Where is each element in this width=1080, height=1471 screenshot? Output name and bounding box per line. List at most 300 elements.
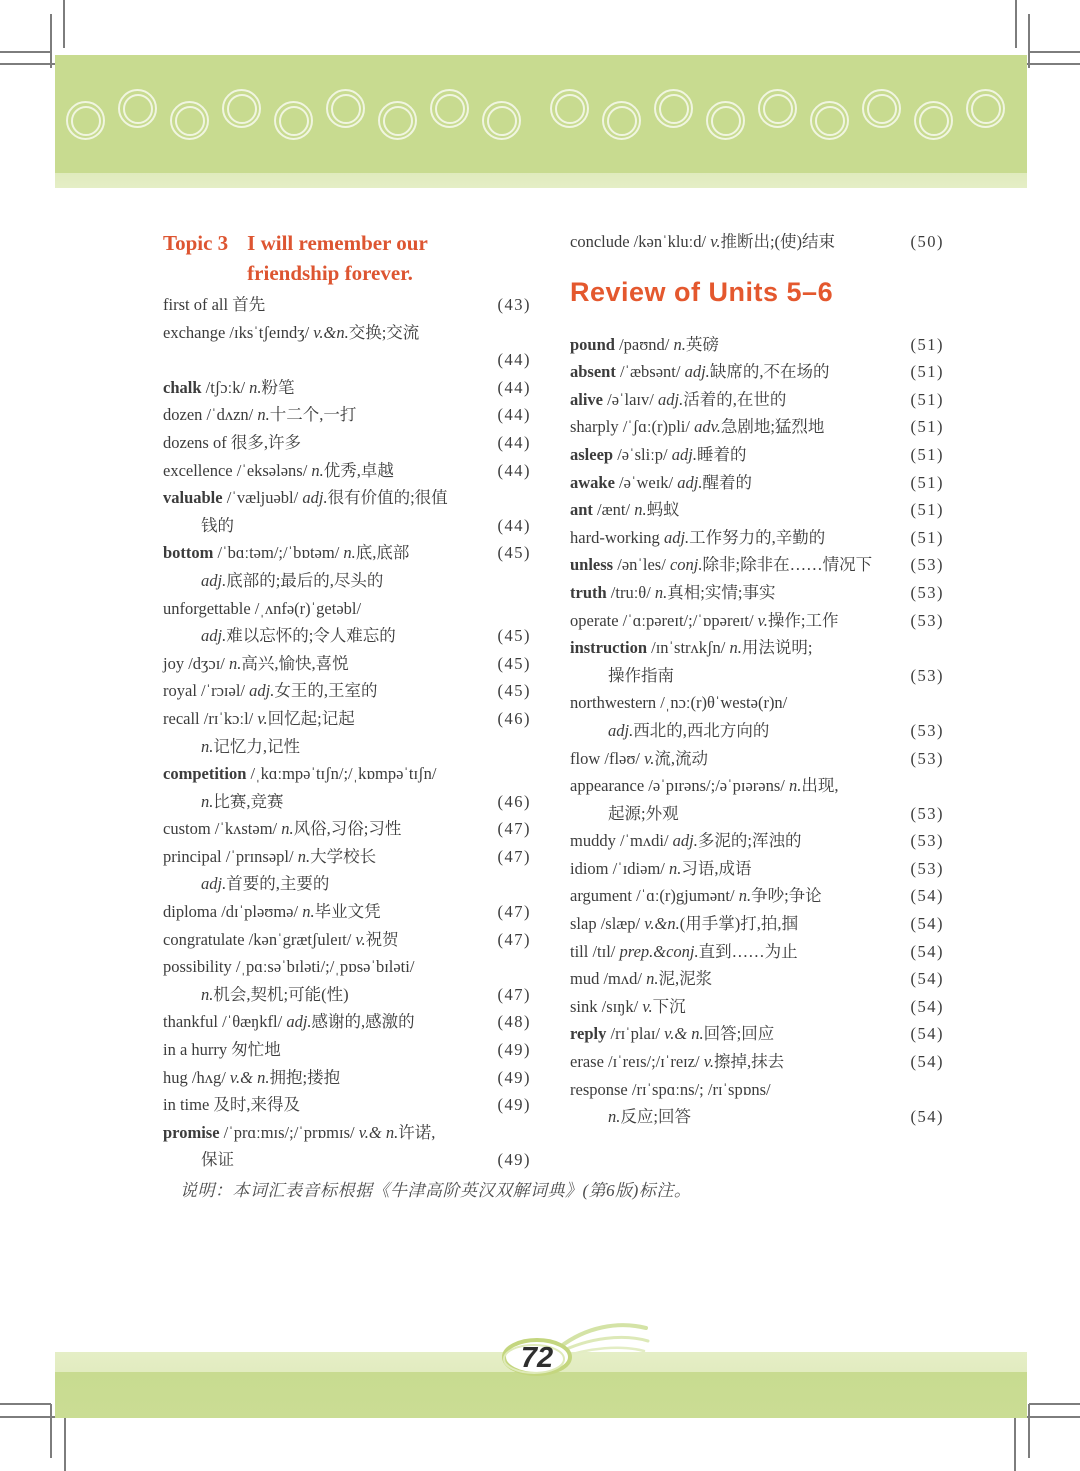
vocab-text <box>163 953 414 981</box>
part-of-speech: v.&n. <box>644 914 680 934</box>
vocab-text <box>570 331 719 359</box>
vocab-line <box>163 677 531 705</box>
vocab-line <box>163 705 531 733</box>
vocab-text-segment: diploma /dɪˈpləʊmə/ <box>163 902 303 922</box>
vocab-entry <box>163 1091 531 1119</box>
vocab-word: ant <box>570 500 593 520</box>
part-of-speech: adj. <box>671 444 697 464</box>
vocab-entry <box>163 953 531 1008</box>
vocab-text-segment: 操作指南 <box>608 665 674 685</box>
vocab-entry <box>163 429 531 457</box>
vocab-entry <box>570 689 944 744</box>
page-ref: (46) <box>497 791 531 811</box>
part-of-speech: v. <box>710 232 721 251</box>
vocab-entry <box>163 843 531 898</box>
vocab-line <box>163 567 531 595</box>
vocab-text <box>163 898 381 926</box>
part-of-speech: v. <box>703 1052 714 1072</box>
vocab-text <box>163 1008 415 1036</box>
page-ref: (45) <box>497 653 531 673</box>
vocab-text <box>570 745 708 773</box>
crop-mark <box>1029 1403 1080 1405</box>
vocab-entry <box>570 386 944 414</box>
vocab-entry <box>570 441 944 469</box>
vocab-entry <box>570 413 944 441</box>
vocab-text <box>570 800 679 828</box>
page-ref: (47) <box>497 902 531 922</box>
part-of-speech: n. <box>249 377 262 397</box>
vocab-text <box>570 551 872 579</box>
vocab-text <box>570 689 787 717</box>
vocab-line <box>570 662 944 690</box>
page-ref: (51) <box>910 472 944 492</box>
vocab-text-segment: 真相;实情;事实 <box>667 582 776 602</box>
decorative-circle <box>862 89 901 128</box>
vocab-text-segment: 高兴,愉快,喜悦 <box>241 653 349 673</box>
vocab-text-segment: 活着的,在世的 <box>683 389 787 409</box>
vocab-text <box>163 622 396 650</box>
vocab-text <box>570 882 822 910</box>
vocab-line <box>163 484 531 512</box>
vocab-text-segment: congratulate /kənˈgrætʃuleɪt/ <box>163 929 356 949</box>
vocab-text-segment: /ˈvæljuəbl/ <box>222 488 303 508</box>
part-of-speech: v.&n. <box>313 322 349 342</box>
top-decorative-band <box>55 55 1027 188</box>
page-ref: (45) <box>497 543 531 563</box>
page-ref: (51) <box>910 500 944 520</box>
part-of-speech: n. <box>738 886 752 906</box>
vocab-text <box>163 539 409 567</box>
vocab-entry <box>570 634 944 689</box>
vocab-text-segment: /ˈæbsənt/ <box>615 362 685 382</box>
vocab-text <box>163 291 265 319</box>
page-ref: (51) <box>910 362 944 382</box>
vocab-entry <box>570 1048 944 1076</box>
crop-mark <box>63 0 65 48</box>
page-ref: (54) <box>910 1107 944 1127</box>
part-of-speech: v. <box>355 929 366 949</box>
vocab-text-segment: /ɪnˈstrʌkʃn/ <box>647 638 730 658</box>
part-of-speech: adj. <box>608 720 634 740</box>
part-of-speech: conj. <box>669 555 703 575</box>
vocab-line <box>570 579 944 607</box>
vocab-text-segment: 直到……为止 <box>698 941 798 961</box>
vocab-text-segment: 睡着的 <box>696 444 747 464</box>
part-of-speech: v.& n. <box>229 1067 270 1087</box>
crop-mark <box>50 1404 52 1458</box>
vocab-text <box>163 981 349 1009</box>
vocab-word: instruction <box>570 638 648 658</box>
vocab-text-segment: 西北的,西北方向的 <box>633 720 770 740</box>
vocab-line <box>163 401 531 429</box>
part-of-speech: n. <box>228 653 242 673</box>
vocab-entry <box>570 579 944 607</box>
page-ref: (51) <box>910 444 944 464</box>
vocab-text <box>163 760 436 788</box>
vocab-text <box>163 677 377 705</box>
part-of-speech: adj. <box>677 472 703 492</box>
vocab-text-segment: 推断出;(使)结束 <box>720 232 836 251</box>
page-ref: (53) <box>910 748 944 768</box>
vocab-text <box>163 1064 340 1092</box>
vocab-text-segment: 操作;工作 <box>767 610 839 630</box>
vocab-text-segment: possibility /ˌpɑːsəˈbɪləti/;/ˌpɒsəˈbɪləti/ <box>163 957 415 977</box>
vocab-text <box>570 910 798 938</box>
vocab-text-segment: 比赛,竞赛 <box>213 791 284 811</box>
vocab-text-segment: 首要的,主要的 <box>226 874 330 894</box>
vocab-text-segment: /ənˈles/ <box>613 555 670 575</box>
page-ref: (45) <box>497 681 531 701</box>
vocab-text <box>163 926 399 954</box>
vocab-text-segment: 争吵;争论 <box>751 886 822 906</box>
vocab-entry <box>570 551 944 579</box>
vocab-line <box>570 717 944 745</box>
vocab-entry <box>570 827 944 855</box>
topic-title: I will remember our friendship forever. <box>247 231 428 285</box>
page-ref: (54) <box>910 941 944 961</box>
vocab-text <box>163 1036 281 1064</box>
vocab-line <box>163 733 531 761</box>
page-ref: (53) <box>910 610 944 630</box>
part-of-speech: n. <box>311 460 324 480</box>
vocab-line <box>163 1091 531 1119</box>
vocab-text <box>570 228 835 256</box>
vocab-text <box>570 662 674 690</box>
vocab-text-segment: 粉笔 <box>261 377 295 397</box>
vocab-text <box>163 374 295 402</box>
vocab-line <box>570 551 944 579</box>
part-of-speech: adj. <box>302 488 328 508</box>
page-number-badge <box>478 1303 653 1383</box>
vocab-entry <box>570 965 944 993</box>
vocab-entry <box>570 745 944 773</box>
vocab-entry <box>570 1076 944 1131</box>
vocab-line <box>163 1119 531 1147</box>
page-ref: (53) <box>910 803 944 823</box>
vocab-entry <box>163 815 531 843</box>
vocab-entry <box>163 705 531 760</box>
vocab-text-segment: 风俗,习俗;习性 <box>293 819 402 839</box>
vocab-word: truth <box>570 582 607 602</box>
vocab-text <box>570 938 798 966</box>
vocab-text-segment: till /tɪl/ <box>570 941 620 961</box>
vocab-text-segment: 反应;回答 <box>620 1107 691 1127</box>
page-ref: (54) <box>910 996 944 1016</box>
vocab-entry <box>570 882 944 910</box>
part-of-speech: n. <box>297 846 311 866</box>
part-of-speech: n. <box>201 791 214 811</box>
vocab-text-segment: 英磅 <box>685 334 719 354</box>
vocab-text-segment: /truːθ/ <box>606 582 655 602</box>
vocab-entry <box>163 1036 531 1064</box>
crop-mark <box>0 1403 51 1405</box>
vocab-line <box>570 358 944 386</box>
vocab-word: promise <box>163 1122 220 1142</box>
vocab-word: awake <box>570 472 615 492</box>
vocab-entry <box>163 650 531 678</box>
vocab-text-segment: operate /ˈɑːpəreɪt/;/ˈɒpəreɪt/ <box>570 610 758 630</box>
page-ref: (50) <box>910 232 944 251</box>
vocab-line <box>163 374 531 402</box>
vocab-text-segment: 缺席的,不在场的 <box>709 362 830 382</box>
vocab-text-segment: /əˈlaɪv/ <box>603 389 658 409</box>
crop-mark <box>64 1417 66 1471</box>
vocab-line <box>163 622 531 650</box>
vocab-text-segment: 十二个,一打 <box>269 405 357 425</box>
vocab-entry <box>163 1119 531 1174</box>
left-entries <box>163 291 531 1174</box>
vocab-text-segment: muddy /ˈmʌdi/ <box>570 831 673 851</box>
vocab-text-segment: conclude /kənˈkluːd/ <box>570 232 711 251</box>
vocab-text-segment: 大学校长 <box>310 846 377 866</box>
vocab-text-segment: in time 及时,来得及 <box>163 1095 301 1115</box>
vocab-line <box>570 1020 944 1048</box>
vocab-line <box>570 524 944 552</box>
vocab-text-segment: exchange /ɪksˈtʃeɪndʒ/ <box>163 322 314 342</box>
vocab-line <box>570 607 944 635</box>
vocab-text-segment: response /rɪˈspɑːns/; /rɪˈspɒns/ <box>570 1079 771 1099</box>
vocab-text <box>570 386 786 414</box>
vocab-text <box>570 441 746 469</box>
vocab-entry <box>163 1008 531 1036</box>
vocab-entry <box>163 457 531 485</box>
part-of-speech: adj. <box>201 874 227 894</box>
decorative-circle <box>222 89 261 128</box>
vocab-text-segment: 许诺, <box>398 1122 436 1142</box>
vocabulary-left-column <box>163 228 531 1174</box>
vocab-text <box>570 1048 784 1076</box>
vocab-line <box>163 815 531 843</box>
vocab-text-segment: unforgettable /ˌʌnfə(r)ˈgetəbl/ <box>163 598 362 618</box>
vocab-line <box>163 843 531 871</box>
vocab-text-segment: hug /hʌg/ <box>163 1067 230 1087</box>
vocabulary-right-column <box>570 228 944 1131</box>
vocab-text <box>570 524 825 552</box>
vocab-entry <box>163 484 531 539</box>
part-of-speech: n. <box>343 543 356 563</box>
page-ref: (53) <box>910 720 944 740</box>
vocab-line <box>163 1008 531 1036</box>
page-ref: (49) <box>497 1040 531 1060</box>
vocab-text-segment: 回答;回应 <box>703 1024 775 1044</box>
vocab-text <box>163 650 349 678</box>
page-ref: (51) <box>910 417 944 437</box>
vocab-text-segment: northwestern /ˌnɔː(r)θˈwestə(r)n/ <box>570 693 788 713</box>
vocab-text-segment: slap /slæp/ <box>570 914 645 934</box>
vocab-entry <box>163 677 531 705</box>
decorative-circle <box>602 101 641 140</box>
decorative-circle <box>550 89 589 128</box>
part-of-speech: v. <box>757 610 768 630</box>
page-ref: (51) <box>910 527 944 547</box>
vocab-text-segment: 泥,泥浆 <box>658 969 713 989</box>
page-ref: (54) <box>910 886 944 906</box>
vocab-text <box>570 579 775 607</box>
vocab-text-segment: 底部的;最后的,尽头的 <box>226 570 384 590</box>
decorative-circle <box>378 101 417 140</box>
vocab-text <box>163 319 419 347</box>
vocab-entry <box>570 496 944 524</box>
vocab-text-segment: /əˈweɪk/ <box>614 472 678 492</box>
part-of-speech: v. <box>642 996 653 1016</box>
vocab-text-segment: 交换;交流 <box>348 322 420 342</box>
vocab-entry <box>570 524 944 552</box>
vocab-line <box>163 760 531 788</box>
part-of-speech: adj. <box>672 831 698 851</box>
part-of-speech: n. <box>257 405 270 425</box>
vocab-text-segment: 记忆力,记性 <box>213 736 300 756</box>
page-ref: (53) <box>910 665 944 685</box>
part-of-speech: n. <box>281 819 294 839</box>
vocab-entry <box>163 401 531 429</box>
vocab-text-segment: flow /fləʊ/ <box>570 748 645 768</box>
vocab-text-segment: 醒着的 <box>702 472 752 492</box>
vocab-line <box>570 689 944 717</box>
part-of-speech: n. <box>201 736 214 756</box>
part-of-speech: n. <box>634 500 647 520</box>
decorative-circle <box>170 101 209 140</box>
vocab-line <box>570 745 944 773</box>
part-of-speech: n. <box>201 984 214 1004</box>
page-ref: (44) <box>497 460 531 480</box>
page-ref: (54) <box>910 914 944 934</box>
page-ref: (48) <box>497 1012 531 1032</box>
vocab-text <box>570 496 680 524</box>
vocab-line <box>570 1048 944 1076</box>
topic-heading <box>163 228 531 288</box>
part-of-speech: adv. <box>694 417 721 437</box>
vocab-text <box>163 567 383 595</box>
vocab-line <box>570 413 944 441</box>
vocab-text-segment: /rɪˈplaɪ/ <box>606 1024 665 1044</box>
decorative-circle <box>758 89 797 128</box>
vocab-text <box>570 358 829 386</box>
page-ref: (54) <box>910 969 944 989</box>
vocab-entry <box>570 993 944 1021</box>
right-pre-entries <box>570 228 944 256</box>
page-ref: (54) <box>910 1052 944 1072</box>
vocab-text-segment: 流,流动 <box>654 748 708 768</box>
vocab-entry <box>163 291 531 319</box>
vocab-text <box>570 1076 771 1104</box>
vocab-line <box>570 634 944 662</box>
vocab-text-segment: 下沉 <box>652 996 686 1016</box>
vocab-text-segment: joy /dʒɔɪ/ <box>163 653 229 673</box>
page-number: 72 <box>520 1342 554 1374</box>
vocab-line <box>570 882 944 910</box>
vocab-line <box>570 993 944 1021</box>
vocab-text-segment: argument /ˈɑː(r)gjumənt/ <box>570 886 739 906</box>
vocab-line <box>163 788 531 816</box>
vocab-text-segment: /ˌkɑːmpəˈtɪʃn/;/ˌkɒmpəˈtɪʃn/ <box>246 764 437 784</box>
vocab-text-segment: 急剧地;猛烈地 <box>720 417 825 437</box>
vocab-text-segment: excellence /ˈeksələns/ <box>163 460 312 480</box>
page-ref: (49) <box>497 1095 531 1115</box>
vocab-text-segment: mud /mʌd/ <box>570 969 647 989</box>
vocab-line <box>570 441 944 469</box>
decorative-circle <box>430 89 469 128</box>
vocab-text-segment: 工作努力的,辛勤的 <box>689 527 826 547</box>
vocab-entry <box>570 358 944 386</box>
vocab-line <box>163 981 531 1009</box>
vocab-line <box>570 469 944 497</box>
vocab-line <box>570 1076 944 1104</box>
part-of-speech: adj. <box>657 389 684 409</box>
vocab-word: competition <box>163 764 247 784</box>
vocab-text-segment: in a hurry 匆忙地 <box>163 1040 281 1060</box>
part-of-speech: prep.&conj. <box>619 941 699 961</box>
part-of-speech: v.& n. <box>358 1122 399 1142</box>
vocab-text <box>570 855 752 883</box>
vocab-text-segment: (用手掌)打,拍,掴 <box>679 914 798 934</box>
vocab-text-segment: 多泥的;浑浊的 <box>697 831 802 851</box>
vocab-line <box>570 827 944 855</box>
vocab-entry <box>163 898 531 926</box>
part-of-speech: adj. <box>201 626 227 646</box>
vocab-line <box>163 926 531 954</box>
vocab-line <box>570 965 944 993</box>
vocab-line <box>163 291 531 319</box>
vocab-text-segment: 女王的,王室的 <box>274 681 378 701</box>
vocab-entry <box>570 607 944 635</box>
vocab-word: bottom <box>163 543 214 563</box>
vocab-text <box>163 733 300 761</box>
vocab-text-segment: sharply /ˈʃɑː(r)pli/ <box>570 417 695 437</box>
vocab-text-segment: 钱的 <box>201 515 234 535</box>
part-of-speech: adj. <box>201 570 227 590</box>
crop-mark <box>1015 0 1017 48</box>
decorative-circle <box>66 101 105 140</box>
vocab-line <box>570 386 944 414</box>
vocab-text-segment: dozens of 很多,许多 <box>163 432 301 452</box>
vocab-text <box>570 1103 691 1131</box>
vocab-text <box>570 634 812 662</box>
right-entries <box>570 331 944 1131</box>
vocab-text-segment: dozen /ˈdʌzn/ <box>163 405 258 425</box>
crop-mark <box>1028 1404 1030 1458</box>
vocab-text-segment: 难以忘怀的;令人难忘的 <box>226 626 396 646</box>
vocab-entry <box>163 319 531 374</box>
vocab-text-segment: 起源;外观 <box>608 803 679 823</box>
vocab-line <box>163 429 531 457</box>
vocab-text <box>570 965 712 993</box>
page-ref: (47) <box>497 819 531 839</box>
vocab-line <box>163 1146 531 1174</box>
decorative-circle <box>118 89 157 128</box>
vocab-word: alive <box>570 389 603 409</box>
vocab-text-segment: royal /ˈrɔɪəl/ <box>163 681 250 701</box>
vocab-text-segment: hard-working <box>570 527 664 547</box>
crop-mark <box>1028 14 1030 68</box>
vocab-text-segment: 出现, <box>801 776 839 796</box>
page-ref: (44) <box>497 377 531 397</box>
vocab-text-segment: sink /sɪŋk/ <box>570 996 643 1016</box>
vocab-line <box>570 938 944 966</box>
review-heading: Review of Units 5–6 <box>570 276 834 307</box>
vocab-text <box>570 469 752 497</box>
vocab-line <box>163 650 531 678</box>
vocab-line <box>163 953 531 981</box>
page-ref: (45) <box>497 626 531 646</box>
page-ref: (49) <box>497 1067 531 1087</box>
part-of-speech: n. <box>729 638 742 658</box>
vocab-text <box>570 772 838 800</box>
page-ref: (53) <box>910 858 944 878</box>
part-of-speech: adj. <box>663 527 690 547</box>
page-ref: (43) <box>497 295 531 314</box>
vocab-text <box>163 1119 435 1147</box>
part-of-speech: n. <box>673 334 686 354</box>
